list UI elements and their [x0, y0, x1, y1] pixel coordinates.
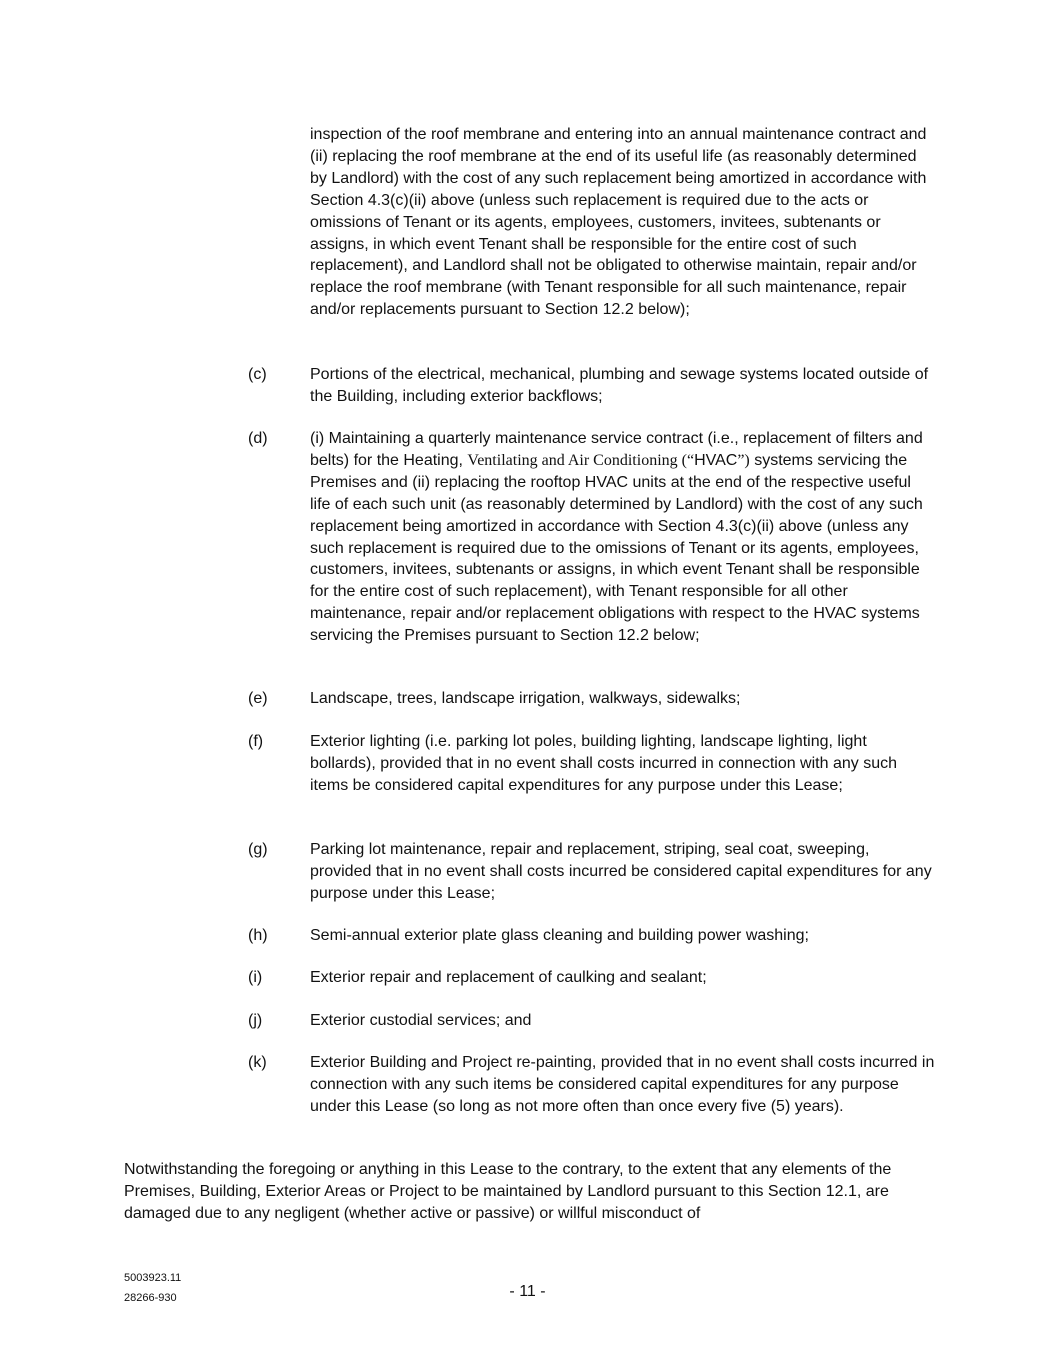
list-label: (e) — [248, 690, 268, 707]
closing-paragraph: Notwithstanding the foregoing or anything in this Lease to the contrary, to the extent that any elements of the Premises, Building, Exterior Areas or Project to be maintained by Landlord pursuant to this Section 12.1, are damaged due to any negligent (whether active or passive) or willful misconduct of — [124, 1161, 892, 1222]
list-text-part: systems servicing the Premises and (ii) replacing the rooftop HVAC units at the end of the respective useful life of each such unit (as reasonably determined by Landlord) with the cost of any such replacement being amortized in accordance with Section 4.3(c)(ii) above (unless any such replacement is required due to the omissions of Tenant or its agents, employees, customers, invitees, subtenants or assigns, in which event Tenant shall be responsible for the entire cost of such replacement), with Tenant responsible for all other maintenance, repair and/or replacement obligations with respect to the HVAC systems servicing the Premises pursuant to Section 12.2 below; — [310, 451, 923, 645]
list-text-part: (i) Maintaining a quarterly maintenance service contract (i.e., replacement of filters and belts) for the Heating, — [310, 430, 923, 469]
paragraph-b-continuation: inspection of the roof membrane and entering into an annual maintenance contract and (ii) replacing the roof membrane at the end of its useful life (as reasonably determined by Landlord) with the cost of any such replacement being amortized in accordance with Section 4.3(c)(ii) above (unless such replacement is required due to the acts or omissions of Tenant or its agents, employees, customers, invitees, subtenants or assigns, in which event Tenant shall be responsible for the entire cost of such replacement), and Landlord shall not be obligated to otherwise maintain, repair and/or replace the roof membrane (with Tenant responsible for all such maintenance, repair and/or replacements pursuant to Section 12.2 below); — [310, 126, 927, 319]
list-label: (d) — [248, 430, 268, 447]
list-text: Landscape, trees, landscape irrigation, walkways, sidewalks; — [310, 690, 741, 707]
list-text — [310, 428, 935, 647]
list-label: (j) — [248, 1012, 263, 1029]
defined-term-hvac: HVAC — [694, 451, 738, 469]
list-label: (k) — [248, 1054, 267, 1071]
list-text-serif-part: Ventilating and Air Conditioning (“ — [467, 451, 695, 469]
list-text: Exterior custodial services; and — [310, 1012, 532, 1029]
list-text: Exterior lighting (i.e. parking lot poles, building lighting, landscape lighting, light bollards), provided that in no event shall costs incurred in connection with any such items be considered capital expenditures for any purpose under this Lease; — [310, 733, 897, 794]
list-text: Exterior repair and replacement of caulking and sealant; — [310, 969, 707, 986]
footer-doc-id: 5003923.11 — [124, 1272, 182, 1284]
list-text-serif-part: ”) — [737, 451, 750, 469]
list-label: (i) — [248, 969, 263, 986]
list-text: Semi-annual exterior plate glass cleaning and building power washing; — [310, 927, 809, 944]
list-label: (f) — [248, 733, 264, 750]
page-number: - 11 - — [509, 1283, 546, 1300]
list-label: (h) — [248, 927, 268, 944]
list-text: Exterior Building and Project re-painting, provided that in no event shall costs incurred in connection with any such items be considered capital expenditures for any purpose under this Lease (so long as not more often than once every five (5) years). — [310, 1054, 935, 1115]
list-label: (g) — [248, 841, 268, 858]
list-label: (c) — [248, 366, 267, 383]
footer-client-matter: 28266-930 — [124, 1292, 177, 1304]
list-text: Portions of the electrical, mechanical, plumbing and sewage systems located outside of the Building, including exterior backflows; — [310, 366, 929, 405]
list-text: Parking lot maintenance, repair and replacement, striping, seal coat, sweeping, provided that in no event shall costs incurred be considered capital expenditures for any purpose under this Lease; — [310, 841, 932, 902]
